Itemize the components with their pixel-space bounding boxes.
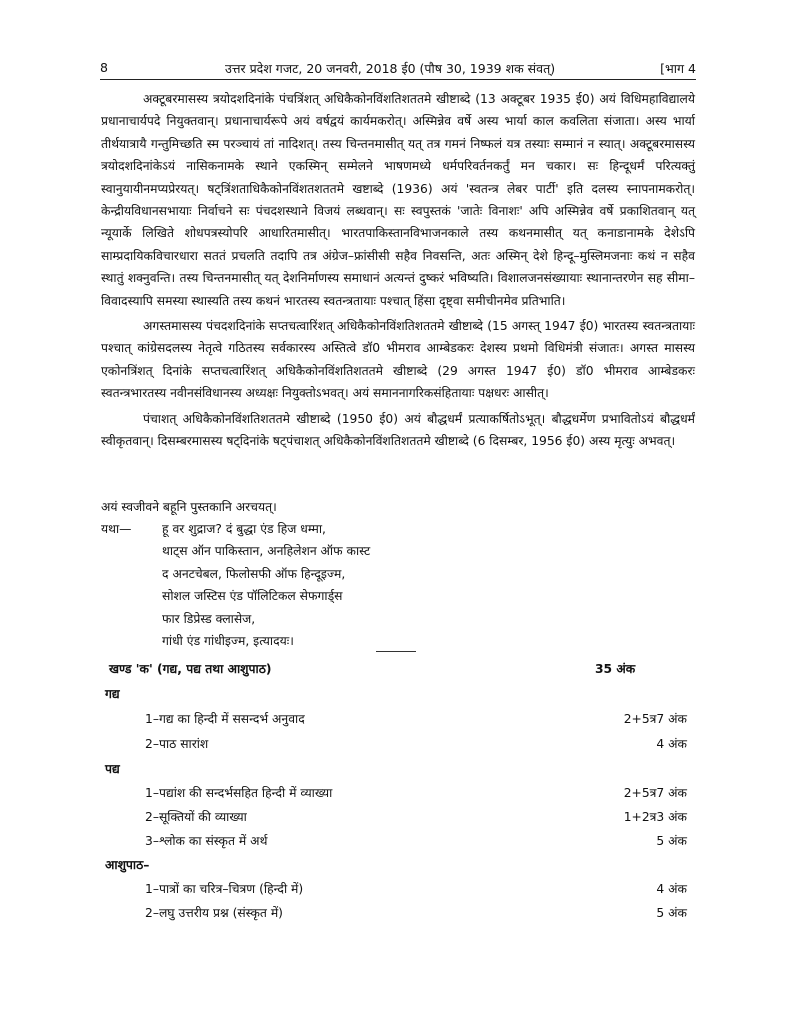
section-title: खण्ड 'क' (गद्य, पद्य तथा आशुपाठ) [109,662,272,676]
table-row [101,735,695,755]
section-row [101,660,695,680]
group-heading: आशुपाठ– [105,858,150,872]
list-item: फार डिप्रेस्ड क्लासेज, [162,611,256,626]
item-marks: 4 अंक [656,737,687,751]
item-marks: 2+5त्र7 अंक [623,712,687,726]
group-heading: पद्य [105,762,120,776]
separator-rule [376,651,416,652]
books-intro: अयं स्वजीवने बहूनि पुस्तकानि अरचयत्। [101,500,277,514]
body-text [101,88,695,453]
item-label: 1–पात्रों का चरित्र–चित्रण (हिन्दी में) [145,882,304,896]
group-heading-row [101,685,695,705]
section-total: 35 अंक [595,662,636,676]
paragraph: अक्टूबरमासस्य त्रयोदशदिनांके पंचत्रिंशत् अधिकैकोनविंशतिशततमे खीष्टाब्दे (13 अक्टूबर 1935 ई0) अयं विधिमहाविद्यालये प्रधानाचार्यपदे नियुक्तवान्। प्रधानाचार्यरूपे अयं वर्षद्वयं कार्यमकरोत्। अस्मिन्नेव वर्षे अस्य भार्या काल कवलिता संजाता। अस्य भार्या तीर्थयात्रायै गन्तुमिच्छति स्म परञ्चायं तां नादिशत्। तस्य चिन्तनमासीत् यत् तत्र गमनं निष्फलं यत्र तस्याः सम्मानं न स्यात्। अक्टूबरमासस्य त्रयोदशदिनांकेऽयं नासिकनामके स्थाने एकस्मिन् सम्मेलने भाषणमध्ये धर्मपरिवर्तनकर्तुं मन चकार। सः हिन्दूधर्मं परित्यक्तुं स्वानुयायीनमप्यप्रेरयत्। षट्त्रिंशताधिकैकोनविंशतशततमे खष्टाब्दे (1936) अयं 'स्वतन्त्र लेबर पार्टी' इति दलस्य स्नापनामकरोत्। केन्द्रीयविधानसभायाः निर्वाचने सः पंचदशस्थाने विजयं लब्धवान्। सः स्वपुस्तकं 'जातेः विनाशः' अपि अस्मिन्नेव वर्षे प्रकाशितवान् यत् न्यूयार्के लिखिते शोधपत्रस्योपरि आधारितमासीत्। भारतपाकिस्तानविभाजनकाले तस्य कथनमासीत् यत् कनाडानामके देशेऽपि साम्प्रदायिकविचारधारा सततं प्रचलति तदापि तत्र अंग्रेज–फ्रांसीसी सहैव निवसन्ति, अतः अस्मिन् देशे हिन्दू–मुस्लिमजनाः कथं न सहैव स्थातुं शक्नुवन्ति। तस्य चिन्तनमासीत् यत् देशनिर्माणस्य समाधानं अत्यन्तं दुष्करं भविष्यति। विशालजनसंख्यायाः स्थानान्तरणेन सह सीमा–विवादस्यापि समस्या स्थास्यति तस्य कथनं भारतस्य स्वतन्त्रतायाः पश्चात् हिंसा दृष्ट्वा समीचीनमेव प्रतिभाति। [101,92,695,308]
list-item: द अनटचेबल, फिलोसफी ऑफ हिन्दूइज्म, [162,566,346,581]
list-item: गांधी एंड गांधीइज्म, इत्यादयः। [162,634,294,649]
gazette-title: उत्तर प्रदेश गजट, 20 जनवरी, 2018 ई0 (पौष 30, 1939 शक संवत्) [225,61,556,76]
item-label: 1–पद्यांश की सन्दर्भसहित हिन्दी में व्याख्या [145,786,333,800]
item-marks: 1+2त्र3 अंक [623,810,687,824]
header-rule [100,79,696,80]
part-label: [भाग 4 [660,61,696,76]
table-row [101,784,695,804]
paragraph: पंचाशत् अधिकैकोनविंशतिशततमे खीष्टाब्दे (1950 ई0) अयं बौद्धधर्मं प्रत्याकर्षितोऽभूत्। बौद्धधर्मेण प्रभावितोऽयं बौद्धधर्मं स्वीकृतवान्। दिसम्बरमासस्य षट्दिनांके षट्पंचाशत् अधिकैकोनविंशतिशततमे खीष्टाब्दे (6 दिसम्बर, 1956 ई0) अस्य मृत्युः अभवत्। [101,411,695,449]
item-label: 2–सूक्तियों की व्याख्या [145,810,247,824]
table-row [101,832,695,852]
group-heading: गद्य [105,687,120,701]
list-item: सोशल जस्टिस एंड पॉलिटिकल सेफगार्ड्स [162,589,343,604]
group-heading-row [101,856,695,876]
group-heading-row [101,760,695,780]
item-marks: 5 अंक [656,906,687,920]
item-marks: 4 अंक [656,882,687,896]
item-marks: 5 अंक [656,834,687,848]
list-item: हू वर शुद्राज? दं बुद्धा एंड हिज धम्मा, [162,522,326,536]
table-row [101,710,695,730]
table-row [101,880,695,900]
page-number: 8 [100,60,108,75]
item-label: 2–पाठ सारांश [145,737,209,751]
item-label: 2–लघु उत्तरीय प्रश्न (संस्कृत में) [145,906,283,920]
books-lead: यथा— [101,522,132,536]
item-label: 3–श्लोक का संस्कृत में अर्थ [145,834,268,848]
paragraph: अगस्तमासस्य पंचदशदिनांके सप्तचत्वारिंशत् अधिकैकोनविंशतिशततमे खीष्टाब्दे (15 अगस्त् 1947 ई0) भारतस्य स्वतन्त्रतायाः पश्चात् कांग्रेसदलस्य नेतृत्वे गठितस्य सर्वकारस्य अस्तित्वे डॉ0 भीमराव आम्बेडकरः देशस्य प्रथमो विधिमंत्री संजातः। अगस्त मासस्य एकोनत्रिंशत् दिनांके सप्तचत्वारिंशत् अधिकैकोनविंशतिशततमे खीष्टाब्दे (29 अगस्त 1947 ई0) डॉ0 भीमराव आम्बेडकरः स्वतन्त्रभारतस्य नवीनसंविधानस्य अध्यक्षः नियुक्तोऽभवत्। अयं समाननागरिकसंहितायाः पक्षधरः आसीत्। [101,319,695,401]
list-item: थाट्स ऑन पाकिस्तान, अनहिलेशन ऑफ कास्ट [162,544,371,559]
table-row [101,808,695,828]
item-label: 1–गद्य का हिन्दी में ससन्दर्भ अनुवाद [145,712,305,726]
table-row [101,904,695,924]
item-marks: 2+5त्र7 अंक [623,786,687,800]
page-header [100,58,696,80]
